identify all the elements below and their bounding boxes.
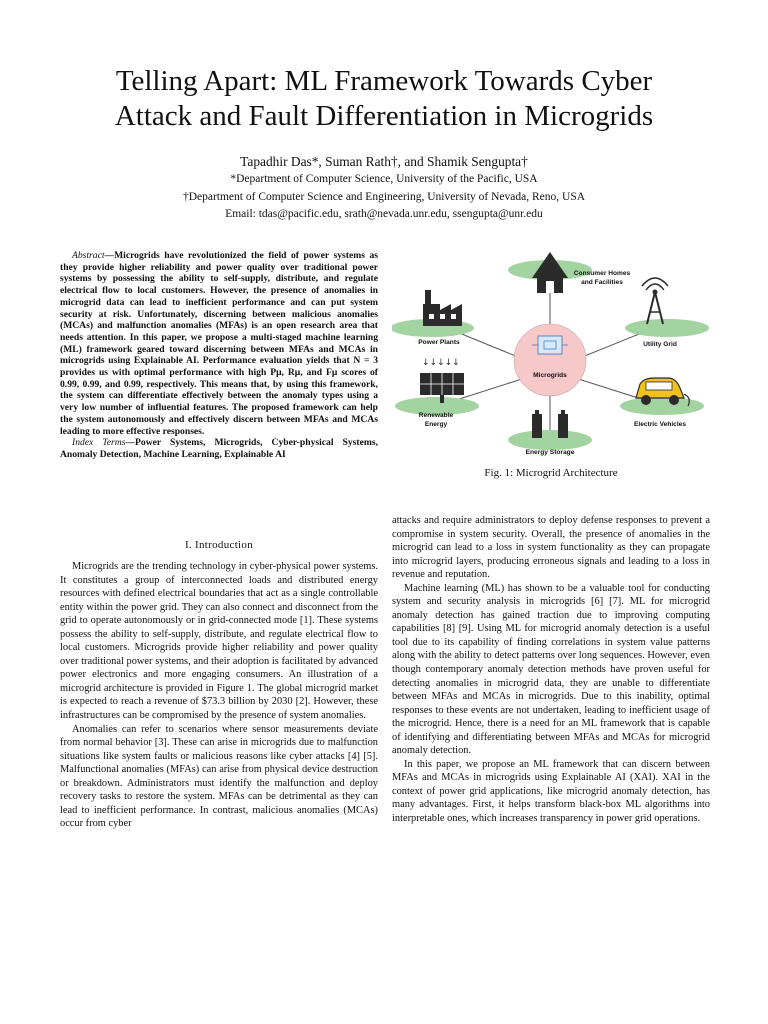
factory-icon xyxy=(423,290,462,326)
label-ev: Electric Vehicles xyxy=(633,421,687,428)
house-icon xyxy=(532,252,568,293)
index-terms-label: Index Terms xyxy=(72,437,126,449)
svg-text:↓↓↓↓↓: ↓↓↓↓↓ xyxy=(422,358,460,368)
authors: Tapadhir Das*, Suman Rath†, and Shamik Sengupta† xyxy=(240,154,528,169)
section-heading: I. Introduction xyxy=(184,539,254,551)
abstract-text: —Microgrids have revolutionized the field of power systems as they provide higher reliability and power quality over traditional power systems by possessing the ability to self-supply, distribute, and regulate electrical flow to local customers. However, the presence of anomalies in microgrid data can lead to inefficient performance and can put system security at risk. Unfortunately, discerning between malicious anomalies (MCAs) and malfunction anomalies (MFAs) is an open research area that needs attention. In this paper, we propose a multi-staged machine learning (ML) framework geared toward discerning between MFAs and MCAs in microgrids using Explainable AI. Performance evaluation yields that N = 3 provides us with optimal performance with high Pμ, Rμ, and Fμ scores of 0.99, 0.99, and 0.99, respectively. This means that, by using this framework, the system can differentiate effectively between the anomaly types using a very low number of influential features. The proposed framework can help the system autonomously and effectively discern between MFAs and MCAs leading to more effective responses. xyxy=(60,250,378,437)
affiliation-2: †Department of Computer Science and Engineering, University of Nevada, Reno, USA xyxy=(182,191,586,203)
solar-panel-icon xyxy=(420,358,464,403)
label-homes-1: Consumer Homes xyxy=(573,270,631,277)
abstract-label: Abstract xyxy=(72,250,105,261)
right-paragraph-3: In this paper, we propose an ML framework that can discern between MFAs and MCAs in microgrids using Explainable AI (XAI). XAI in the context of power grid applications, like microgrid anomaly detection, has many advantages. First, it helps transform black-box ML algorithms into interpretable ones, which increases transparency in power grid operations. xyxy=(392,758,710,825)
right-paragraph-2: Machine learning (ML) has shown to be a valuable tool for conducting system and security analysis in microgrids [6] [7]. ML for microgrid anomaly detection has gained traction due to improving computing capabilities [8] [9]. Using ML for microgrid anomaly detection is a useful tool due to its capability of finding correlations in system value patterns along with the ability to detect patterns over long sequences. However, even though contemporary anomaly detection methods have proven useful for detecting anomalies in microgrid data, they are unable to differentiate between MFAs and MCAs in microgrids. Due to this inability, optimal responses to these events are not undertaken, leading to inefficient usage of the microgrid. Hence, there is a need for an ML framework that is capable of identifying and differentiating between MFAs and MCAs for microgrid anomaly detection. xyxy=(392,582,710,757)
right-column xyxy=(392,514,710,826)
intro-paragraph-2: Anomalies can refer to scenarios where sensor measurements deviate from normal behavior [3]. These can arise in microgrids due to malfunction situations like system faults or malicious reasons like cyber attacks [4] [5]. Malfunctional anomalies (MFAs) can arise from physical device destruction or breakdown. Administrators must identify the malfunction and deploy recovery tasks to restore the system. MFAs can be detrimental as they can lead to inefficient performance. In contrast, malicious anomalies (MCAs) occur from cyber xyxy=(60,723,378,830)
node-ev xyxy=(620,397,704,415)
index-terms-text: —Power Systems, Microgrids, Cyber-physical Systems, Anomaly Detection, Machine Learning, Explainable AI xyxy=(60,437,378,460)
center-label: Microgrids xyxy=(533,372,567,379)
title-line-2: Attack and Fault Differentiation in Microgrids xyxy=(114,100,654,132)
figure-caption: Fig. 1: Microgrid Architecture xyxy=(484,467,618,479)
label-homes-2: and Facilities xyxy=(581,279,623,286)
paper-title xyxy=(60,64,708,134)
label-renewable-2: Energy xyxy=(424,421,448,428)
affiliation-1: *Department of Computer Science, University of the Pacific, USA xyxy=(230,173,538,185)
right-paragraph-1: attacks and require administrators to deploy defense responses to prevent a compromise in system security. Overall, the presence of anomalies in the microgrid can lead to a loss in system functionality as they can propagate into microgrid layers, producing erroneous signals and leading to a loss in revenue and reputation. xyxy=(392,515,710,581)
center-circle xyxy=(514,324,586,396)
label-plants: Power Plants xyxy=(418,339,460,346)
label-utility: Utility Grid xyxy=(643,341,677,348)
node-storage xyxy=(508,430,592,450)
email-line: Email: tdas@pacific.edu, srath@nevada.unr.edu, ssengupta@unr.edu xyxy=(225,208,543,220)
figure-microgrid xyxy=(392,248,710,458)
label-storage: Energy Storage xyxy=(525,449,575,456)
abstract xyxy=(60,250,378,461)
label-renewable-1: Renewable xyxy=(418,412,454,419)
title-line-1: Telling Apart: ML Framework Towards Cyber xyxy=(115,65,653,97)
node-utility xyxy=(625,319,709,337)
intro-paragraph-1: Microgrids are the trending technology in cyber-physical power systems. It constitutes a group of interconnected loads and distributed energy resources with defined electrical boundaries that act as a single controllable entity within the power grid. They can also connect and disconnect from the grid to operate autonomously or in grid-connected mode [1]. These systems possess the ability to self-supply, distribute, and regulate electrical flow to local customers. Microgrids provide higher reliability and power quality over traditional power systems, and their adoption is facilitated by advanced power electronics and more engaging consumers. An illustration of a microgrid architecture is provided in Figure 1. The global microgrid market is expected to reach a revenue of $73.3 billion by 2030 [2]. However, these infrastructures can be compromised by the presence of system anomalies. xyxy=(60,561,378,722)
left-column xyxy=(60,560,378,831)
tower-icon xyxy=(642,278,668,324)
microgrid-diagram xyxy=(392,248,710,458)
